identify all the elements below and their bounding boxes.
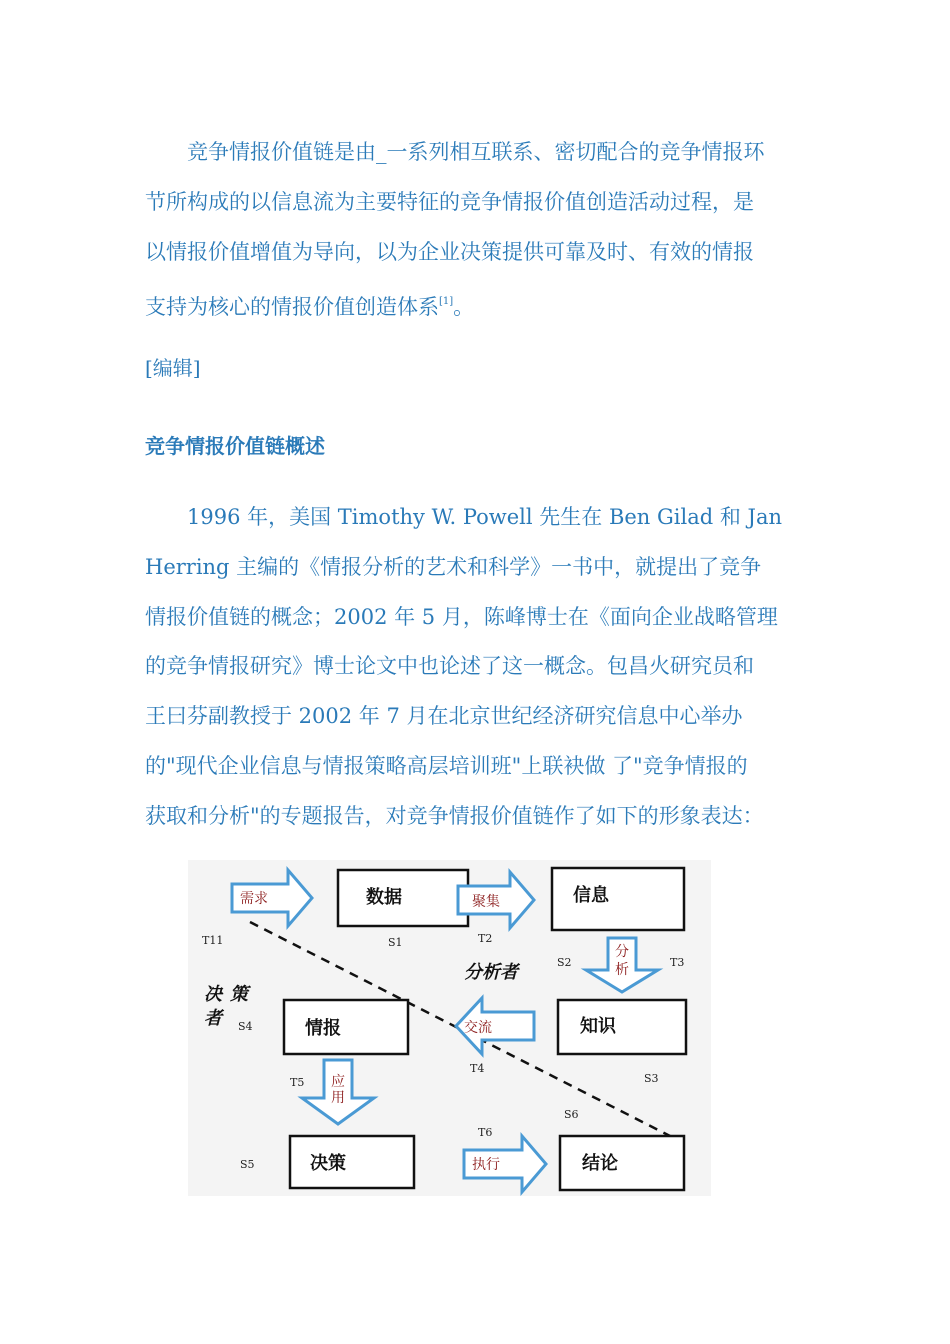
overview-line-1: 1996 年，美国 Timothy W. Powell 先生在 Ben Gilad 和 Jan: [187, 505, 782, 529]
arrow-gather-label: 聚集: [472, 894, 500, 910]
arrow-apply-label-2: 用: [331, 1090, 345, 1106]
overview-line-4: 的竞争情报研究》博士论文中也论述了这一概念。包昌火研究员和: [145, 654, 754, 679]
overview-paragraph: [145, 493, 805, 842]
edit-link[interactable]: [编辑]: [145, 356, 201, 380]
box-data: [338, 870, 468, 926]
box-decision-label: 决策: [310, 1153, 346, 1174]
arrow-apply-label-1: 应: [331, 1074, 345, 1090]
arrow-execute-label: 执行: [472, 1157, 500, 1173]
value-chain-diagram: [188, 860, 711, 1196]
label-T5: T5: [290, 1076, 305, 1089]
intro-line-1: 竞争情报价值链是由_一系列相互联系、密切配合的竞争情报环: [187, 140, 765, 164]
overview-line-2: Herring 主编的《情报分析的艺术和科学》一书中，就提出了竞争: [145, 554, 762, 579]
overview-line-7: 获取和分析"的专题报告，对竞争情报价值链作了如下的形象表达：: [145, 803, 764, 828]
label-S4: S4: [238, 1020, 253, 1033]
label-S1: S1: [388, 936, 403, 949]
box-data-label: 数据: [366, 887, 402, 908]
section-heading: 竞争情报价值链概述: [145, 434, 325, 458]
intro-line-4: 支持为核心的情报价值创造体系: [145, 295, 439, 320]
intro-line-end: 。: [453, 295, 475, 320]
role-decider-3: 者: [204, 1008, 222, 1029]
arrow-exchange-label: 交流: [464, 1020, 492, 1036]
label-T6: T6: [478, 1126, 493, 1139]
label-T3: T3: [670, 956, 685, 969]
box-knowledge: [558, 1000, 686, 1054]
overview-line-6: 的"现代企业信息与情报策略高层培训班"上联袂做 了"竞争情报的: [145, 753, 748, 778]
overview-line-5: 王曰芬副教授于 2002 年 7 月在北京世纪经济研究信息中心举办: [145, 704, 743, 729]
box-conclusion: [560, 1136, 684, 1190]
box-decision: [290, 1136, 414, 1188]
overview-line-3: 情报价值链的概念；2002 年 5 月，陈峰博士在《面向企业战略管理: [145, 604, 778, 629]
arrow-analyze-label-2: 析: [615, 962, 629, 978]
label-T2: T2: [478, 932, 493, 945]
label-S3: S3: [644, 1072, 659, 1085]
role-decider-2: 策: [230, 984, 248, 1005]
label-S2: S2: [557, 956, 572, 969]
label-T4: T4: [470, 1062, 485, 1075]
intro-paragraph: [145, 128, 805, 333]
box-intel: [284, 1000, 408, 1054]
role-analyst: 分析者: [464, 962, 518, 983]
role-decider-1: 决: [204, 984, 222, 1005]
reference-link[interactable]: [1]: [439, 296, 454, 308]
intro-line-2: 节所构成的以信息流为主要特征的竞争情报价值创造活动过程，是: [145, 189, 754, 214]
label-S6: S6: [564, 1108, 579, 1121]
box-intel-label: 情报: [305, 1018, 341, 1039]
arrow-demand-label: 需求: [240, 891, 268, 907]
box-conclusion-label: 结论: [582, 1153, 618, 1174]
box-info-label: 信息: [573, 885, 609, 906]
label-S5: S5: [240, 1158, 255, 1171]
intro-line-3: 以情报价值增值为导向，以为企业决策提供可靠及时、有效的情报: [145, 239, 754, 264]
arrow-analyze-label-1: 分: [615, 944, 629, 960]
box-knowledge-label: 知识: [580, 1016, 616, 1037]
label-T11: T11: [202, 934, 224, 947]
box-info: [552, 868, 684, 930]
